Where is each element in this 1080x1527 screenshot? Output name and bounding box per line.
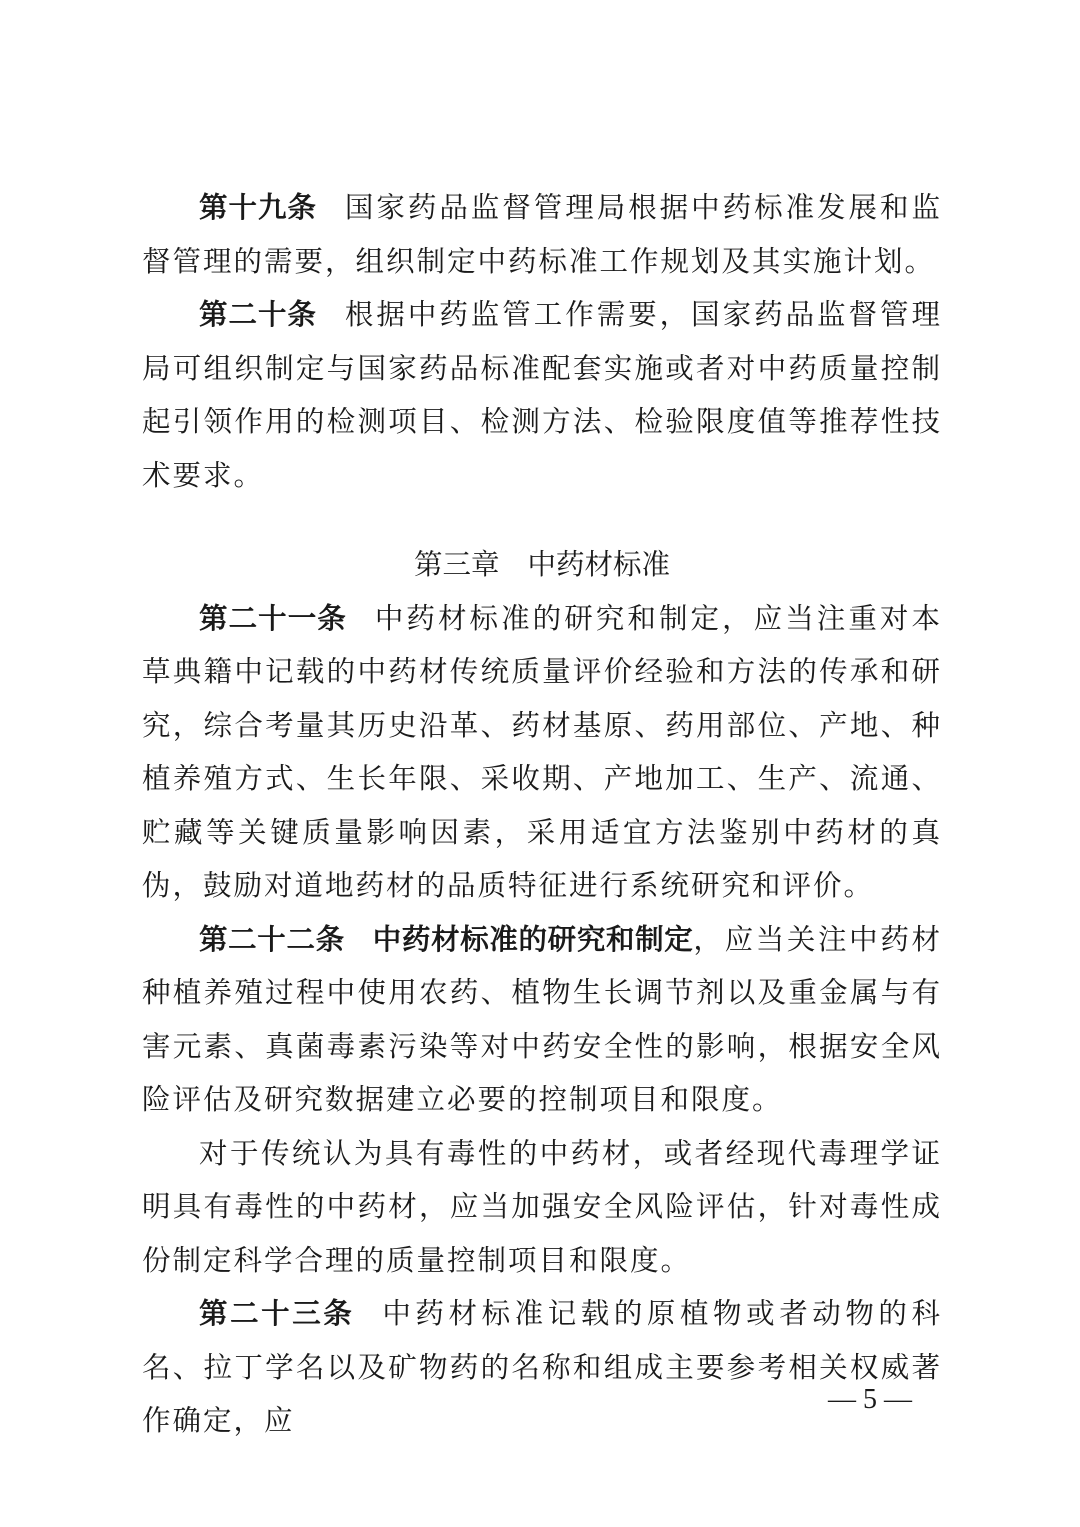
paragraph-text: 对于传统认为具有毒性的中药材，或者经现代毒理学证明具有毒性的中药材，应当加强安全风险评估，针对毒性成份制定科学合理的质量控制项目和限度。	[142, 1136, 942, 1277]
article-text: 根据中药监管工作需要，国家药品监督管理局可组织制定与国家药品标准配套实施或者对中药质量控制起引领作用的检测项目、检测方法、检验限度值等推荐性技术要求。	[142, 298, 942, 492]
body-text	[142, 181, 942, 1448]
chapter-title: 中药材标准	[527, 548, 671, 581]
article-text: 中药材标准记载的原植物或者动物的科名、拉丁学名以及矿物药的名称和组成主要参考相关权威著作确定，应	[142, 1297, 942, 1437]
article-label: 第二十一条	[199, 601, 347, 635]
chapter-number: 第三章	[413, 548, 500, 581]
article-20	[142, 288, 942, 502]
article-label: 第十九条	[199, 191, 317, 224]
article-text: ，应当关注中药材种植养殖过程中使用农药、植物生长调节剂以及重金属与有害元素、真菌毒素污染等对中药安全性的影响，根据安全风险评估及研究数据建立必要的控制项目和限度。	[142, 922, 942, 1116]
article-label: 第二十三条	[199, 1297, 355, 1330]
article-22	[142, 913, 942, 1127]
article-label: 第二十条	[199, 298, 317, 331]
article-19	[142, 181, 942, 288]
article-bold-text: 中药材标准的研究和制定	[372, 922, 694, 956]
article-text: 国家药品监督管理局根据中药标准发展和监督管理的需要，组织制定中药标准工作规划及其实施计划。	[142, 191, 942, 278]
chapter-heading	[142, 538, 942, 592]
article-text: 中药材标准的研究和制定，应当注重对本草典籍中记载的中药材传统质量评价经验和方法的传承和研究，综合考量其历史沿革、药材基原、药用部位、产地、种植养殖方式、生长年限、采收期、产地加工、生产、流通、贮藏等关键质量影响因素，采用适宜方法鉴别中药材的真伪，鼓励对道地药材的品质特征进行系统研究和评价。	[142, 601, 942, 902]
article-label: 第二十二条	[199, 922, 345, 956]
page-number: — 5 —	[828, 1384, 912, 1415]
plain-paragraph	[142, 1127, 942, 1288]
article-23	[142, 1287, 942, 1448]
article-21	[142, 592, 942, 913]
